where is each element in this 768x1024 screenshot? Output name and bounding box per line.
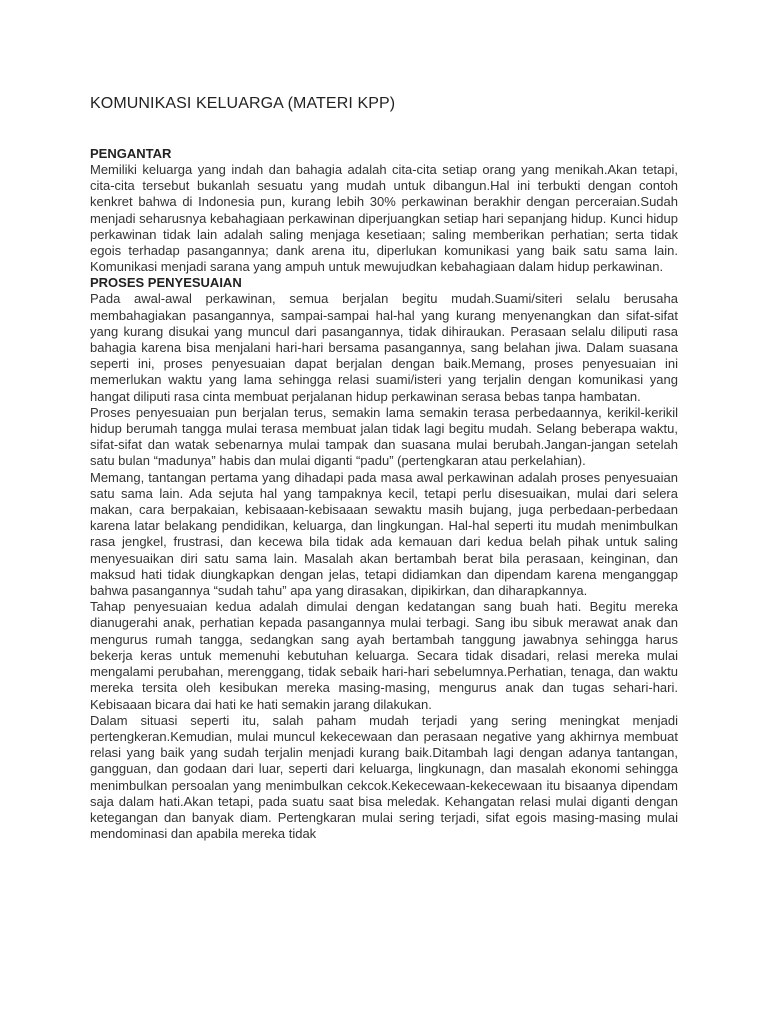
paragraph: Tahap penyesuaian kedua adalah dimulai dengan kedatangan sang buah hati. Begitu mereka dianugerahi anak, perhatian kepada pasangannya mulai terbagi. Sang ibu sibuk merawat anak dan mengurus rumah tangga, sedangkan sang ayah bertambah tanggung jawabnya sehingga harus bekerja keras untuk memenuhi kebutuhan keluarga. Secara tidak disadari, relasi mereka mulai mengalami perubahan, merenggang, tidak sebaik hari-hari sebelumnya.Perhatian, tenaga, dan waktu mereka tersita oleh kesibukan mereka masing-masing, mengurus anak dan tugas sehari-hari. Kebisaaan bicara dai hati ke hati semakin jarang dilakukan. xyxy=(90,599,678,712)
section-pengantar xyxy=(90,146,678,275)
document-title: KOMUNIKASI KELUARGA (MATERI KPP) xyxy=(90,95,396,112)
paragraph: Pada awal-awal perkawinan, semua berjalan begitu mudah.Suami/siteri selalu berusaha membahagiakan pasangannya, sampai-sampai hal-hal yang kurang menyenangkan dan sifat-sifat yang kurang disukai yang muncul dari pasangannya, tidak dihiraukan. Perasaan selalu diliputi rasa bahagia karena bisa menjalani hari-hari bersama pasangannya, sang belahan jiwa. Dalam suasana seperti ini, proses penyesuaian dapat berjalan dengan baik.Memang, proses penyesuaian ini memerlukan waktu yang lama sehingga relasi suami/isteri yang terjalin dengan komunikasi yang hangat diliputi rasa cinta membuat perjalanan hidup perkawinan serasa bebas tanpa hambatan. xyxy=(90,291,678,404)
paragraph: Memang, tantangan pertama yang dihadapi pada masa awal perkawinan adalah proses penyesuaian satu sama lain. Ada sejuta hal yang tampaknya kecil, tetapi perlu disesuaikan, mulai dari selera makan, cara berpakaian, kebisaaan-kebisaaan sewaktu masih bujang, juga perbedaan-perbedaan karena latar belakang pendidikan, keluarga, dan lingkungan. Hal-hal seperti itu mudah menimbulkan rasa jengkel, frustrasi, dan kecewa bila tidak ada kemauan dari kedua belah pihak untuk saling menyesuaikan diri satu sama lain. Masalah akan bertambah berat bila perasaan, keinginan, dan maksud hati tidak diungkapkan dengan jelas, tetapi didiamkan dan dipendam karena menganggap bahwa pasangannya “sudah tahu” apa yang dirasakan, dipikirkan, dan diharapkannya. xyxy=(90,469,678,599)
paragraph: Proses penyesuaian pun berjalan terus, semakin lama semakin terasa perbedaannya, kerikil-kerikil hidup berumah tangga mulai terasa membuat jalan tidak lagi begitu mudah. Selang beberapa waktu, sifat-sifat dan watak sebenarnya mulai tampak dan suasana mulai berubah.Jangan-jangan setelah satu bulan “madunya” habis dan mulai diganti “padu” (pertengkaran atau perkelahian). xyxy=(90,404,678,469)
section-heading: PROSES PENYESUAIAN xyxy=(90,275,242,291)
section-heading: PENGANTAR xyxy=(90,146,172,161)
paragraph: Dalam situasi seperti itu, salah paham mudah terjadi yang sering meningkat menjadi pertengkeran.Kemudian, mulai muncul kekecewaan dan perasaan negative yang akhirnya membuat relasi yang baik yang sudah terjalin menjadi kurang baik.Ditambah lagi dengan adanya tantangan, gangguan, dan godaan dari luar, seperti dari keluarga, lingkunagn, dan masalah ekonomi sehingga menimbulkan persoalan yang menimbulkan cekcok.Kekecewaan-kekecewaan itu bisaanya dipendam saja dalam hati.Akan tetapi, pada suatu saat bisa meledak. Kehangatan relasi mulai diganti dengan ketegangan dan banyak diam. Pertengkaran mulai sering terjadi, sifat egois masing-masing mulai mendominasi dan apabila mereka tidak xyxy=(90,712,678,842)
document-page xyxy=(90,94,678,842)
section-proses-penyesuaian xyxy=(90,275,678,842)
paragraph: Memiliki keluarga yang indah dan bahagia adalah cita-cita setiap orang yang menikah.Akan tetapi, cita-cita tersebut bukanlah sesuatu yang mudah untuk dibangun.Hal ini terbukti dengan contoh kenkret bahwa di Indonesia pun, kurang lebih 30% perkawinan berakhir dengan perceraian.Sudah menjadi seharusnya kebahagiaan perkawinan diperjuangkan setiap hari sepanjang hidup. Kunci hidup perkawinan tidak lain adalah saling menjaga kesetiaan; saling memberikan perhatian; serta tidak egois terhadap pasangannya; dank arena itu, diperlukan komunikasi yang baik satu sama lain. Komunikasi menjadi sarana yang ampuh untuk mewujudkan kebahagiaan dalam hidup perkawinan. xyxy=(90,162,678,275)
